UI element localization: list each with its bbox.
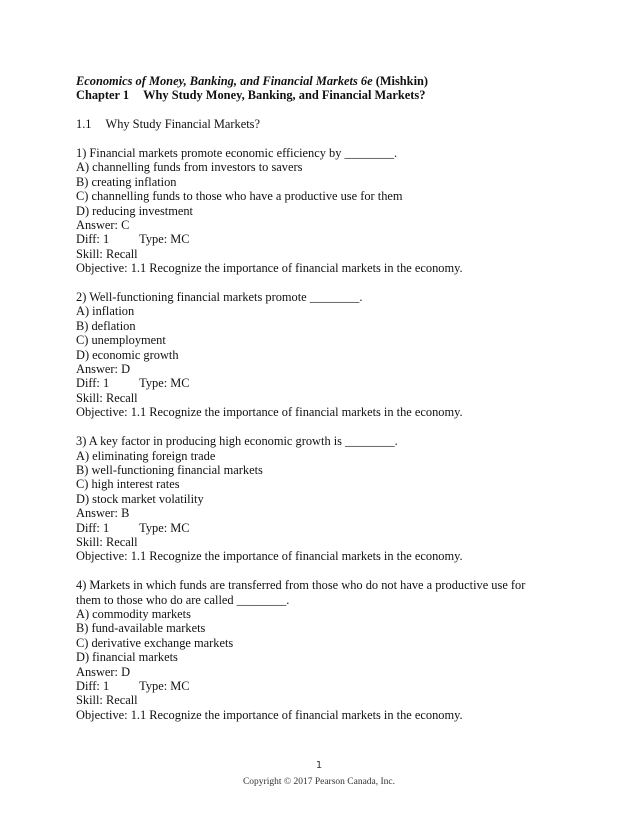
chapter-label: Chapter 1 [76,88,130,103]
option-c: C) channelling funds to those who have a productive use for them [76,189,403,204]
section-number: 1.1 [76,117,92,132]
chapter-heading [76,88,606,102]
answer: Answer: C [76,218,130,233]
option-d: D) reducing investment [76,203,193,218]
answer: Answer: B [76,506,130,521]
diff-type [76,521,606,535]
objective: Objective: 1.1 Recognize the importance of financial markets in the economy. [76,549,463,564]
question-stem: 2) Well-functioning financial markets promote ________. [76,290,363,305]
section-heading [76,117,606,131]
book-author: (Mishkin) [372,74,429,88]
difficulty: Diff: 1 [76,520,110,535]
diff-type [76,232,606,246]
option-a: A) inflation [76,304,135,319]
option-b: B) creating inflation [76,174,177,189]
answer: Answer: D [76,362,131,377]
option-b: B) fund-available markets [76,621,206,636]
book-title: Economics of Money, Banking, and Financial Markets 6e [76,74,373,88]
book-title-line [76,74,606,88]
page-number: 1 [315,760,323,771]
skill: Skill: Recall [76,534,138,549]
option-a: A) channelling funds from investors to savers [76,160,303,175]
skill: Skill: Recall [76,390,138,405]
option-d: D) stock market volatility [76,491,204,506]
question-stem-continued: them to those who do are called ________. [76,592,290,607]
question-stem: 3) A key factor in producing high economic growth is ________. [76,434,398,449]
difficulty: Diff: 1 [76,376,110,391]
question-type: Type: MC [139,520,190,535]
diff-type [76,376,606,390]
question-stem: 1) Financial markets promote economic efficiency by ________. [76,146,398,160]
option-a: A) commodity markets [76,606,191,621]
option-c: C) high interest rates [76,477,180,492]
question-1 [76,146,606,276]
copyright-notice: Copyright © 2017 Pearson Canada, Inc. [242,777,396,787]
option-c: C) unemployment [76,333,166,348]
question-type: Type: MC [139,232,190,247]
option-b: B) well-functioning financial markets [76,462,263,477]
question-type: Type: MC [139,376,190,391]
objective: Objective: 1.1 Recognize the importance of financial markets in the economy. [76,707,463,722]
diff-type [76,679,606,693]
question-stem: 4) Markets in which funds are transferred from those who do not have a productive use for [76,578,526,593]
question-type: Type: MC [139,678,190,693]
objective: Objective: 1.1 Recognize the importance of financial markets in the economy. [76,261,463,276]
question-2 [76,290,606,420]
option-d: D) financial markets [76,650,178,665]
skill: Skill: Recall [76,693,138,708]
answer: Answer: D [76,664,131,679]
option-d: D) economic growth [76,347,179,362]
question-4 [76,578,606,722]
question-3 [76,434,606,564]
chapter-title: Why Study Money, Banking, and Financial Markets? [143,88,426,103]
option-c: C) derivative exchange markets [76,635,234,650]
difficulty: Diff: 1 [76,678,110,693]
option-a: A) eliminating foreign trade [76,448,216,463]
skill: Skill: Recall [76,246,138,261]
objective: Objective: 1.1 Recognize the importance of financial markets in the economy. [76,405,463,420]
section-title: Why Study Financial Markets? [105,117,261,132]
difficulty: Diff: 1 [76,232,110,247]
option-b: B) deflation [76,318,136,333]
page-content [76,74,606,722]
